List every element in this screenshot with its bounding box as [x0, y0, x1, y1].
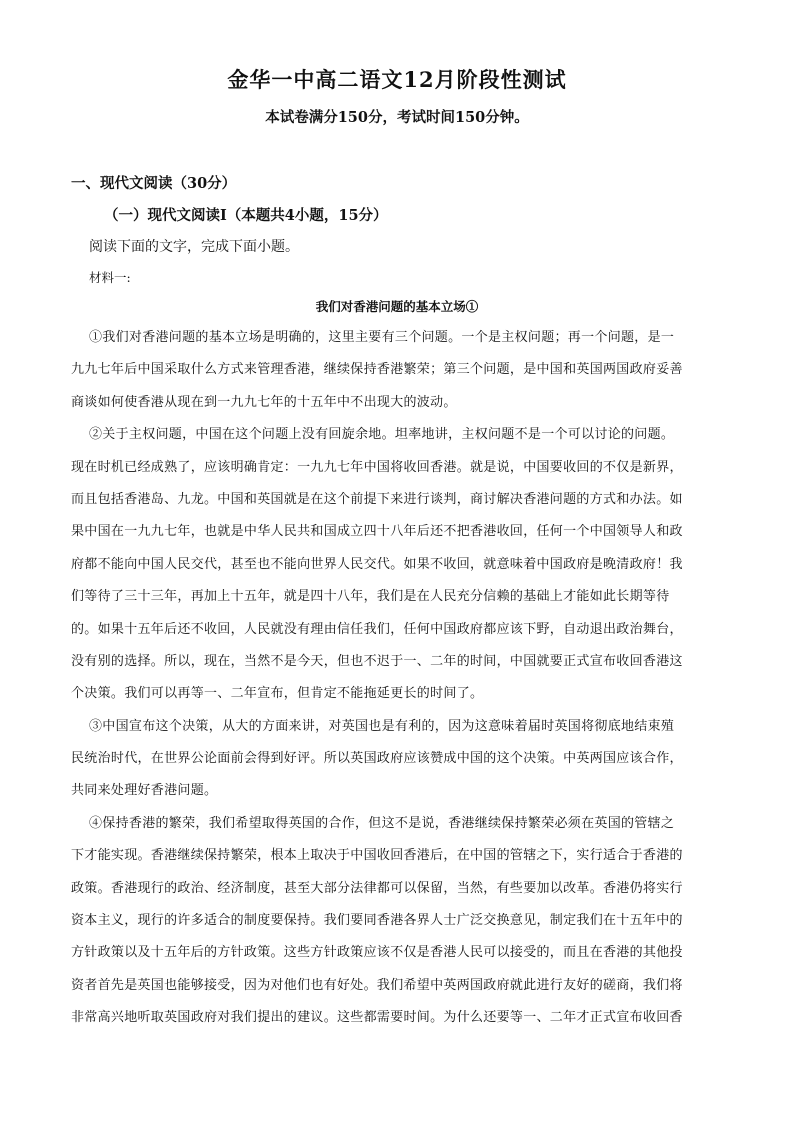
article-line: 资者首先是英国也能够接受，因为对他们也有好处。我们希望中英两国政府就此进行友好的磋商，我们将	[71, 977, 683, 993]
section-heading: 一、现代文阅读（30分）	[71, 175, 237, 192]
article-line: 政策。香港现行的政治、经济制度，甚至大部分法律都可以保留，当然，有些要加以改革。香港仍将实行	[71, 880, 683, 896]
article-line: 方针政策以及十五年后的方针政策。这些方针政策应该不仅是香港人民可以接受的，而且在香港的其他投	[71, 945, 683, 961]
article-line: ④保持香港的繁荣，我们希望取得英国的合作，但这不是说，香港继续保持繁荣必须在英国的管辖之	[89, 815, 675, 831]
article-line: 的。如果十五年后还不收回，人民就没有理由信任我们，任何中国政府都应该下野，自动退出政治舞台，	[71, 621, 683, 637]
article-line: 而且包括香港岛、九龙。中国和英国就是在这个前提下来进行谈判，商讨解决香港问题的方式和办法。如	[71, 491, 683, 507]
article-title: 我们对香港问题的基本立场①	[315, 299, 479, 314]
page-title: 金华一中高二语文12月阶段性测试	[227, 67, 567, 92]
article-line: ③中国宣布这个决策，从大的方面来讲，对英国也是有利的，因为这意味着届时英国将彻底地结束殖	[89, 718, 675, 734]
subsection-heading: （一）现代文阅读Ⅰ（本题共4小题，15分）	[104, 207, 388, 224]
article-line: 九九七年后中国采取什么方式来管理香港，继续保持香港繁荣；第三个问题，是中国和英国两国政府妥善	[71, 362, 683, 378]
article-line: 个决策。我们可以再等一、二年宣布，但肯定不能拖延更长的时间了。	[71, 686, 484, 702]
article-line: ①我们对香港问题的基本立场是明确的，这里主要有三个问题。一个是主权问题；再一个问题，是一	[89, 330, 675, 345]
article-line: 商谈如何使香港从现在到一九九七年的十五年中不出现大的波动。	[71, 394, 457, 410]
article-line: 共同来处理好香港问题。	[71, 783, 218, 799]
article-line: 现在时机已经成熟了，应该明确肯定：一九九七年中国将收回香港。就是说，中国要收回的不仅是新界，	[71, 459, 683, 475]
article-line: 民统治时代，在世界公论面前会得到好评。所以英国政府应该赞成中国的这个决策。中英两国应该合作，	[71, 751, 683, 767]
article-line: 府都不能向中国人民交代，甚至也不能向世界人民交代。如果不收回，就意味着中国政府是晚清政府！我	[71, 556, 683, 572]
article-body	[71, 322, 713, 1035]
article-line: 果中国在一九九七年，也就是中华人民共和国成立四十八年后还不把香港收回，任何一个中国领导人和政	[71, 524, 683, 540]
material-label: 材料一:	[89, 270, 131, 285]
article-line: 下才能实现。香港继续保持繁荣，根本上取决于中国收回香港后，在中国的管辖之下，实行适合于香港的	[71, 848, 683, 864]
reading-instruction: 阅读下面的文字，完成下面小题。	[89, 239, 299, 255]
article-line: 非常高兴地听取英国政府对我们提出的建议。这些都需要时间。为什么还要等一、二年才正式宣布收回香	[71, 1010, 683, 1026]
article-line: 们等待了三十三年，再加上十五年，就是四十八年，我们是在人民充分信赖的基础上才能如此长期等待	[71, 589, 670, 605]
article-line: ②关于主权问题，中国在这个问题上没有回旋余地。坦率地讲，主权问题不是一个可以讨论的问题。	[89, 427, 675, 443]
exam-info: 本试卷满分150分，考试时间150分钟。	[265, 109, 529, 126]
article-line: 资本主义，现行的许多适合的制度要保持。我们要同香港各界人士广泛交换意见，制定我们在十五年中的	[71, 913, 683, 929]
article-line: 没有别的选择。所以，现在，当然不是今天，但也不迟于一、二年的时间，中国就要正式宣布收回香港这	[71, 653, 683, 669]
